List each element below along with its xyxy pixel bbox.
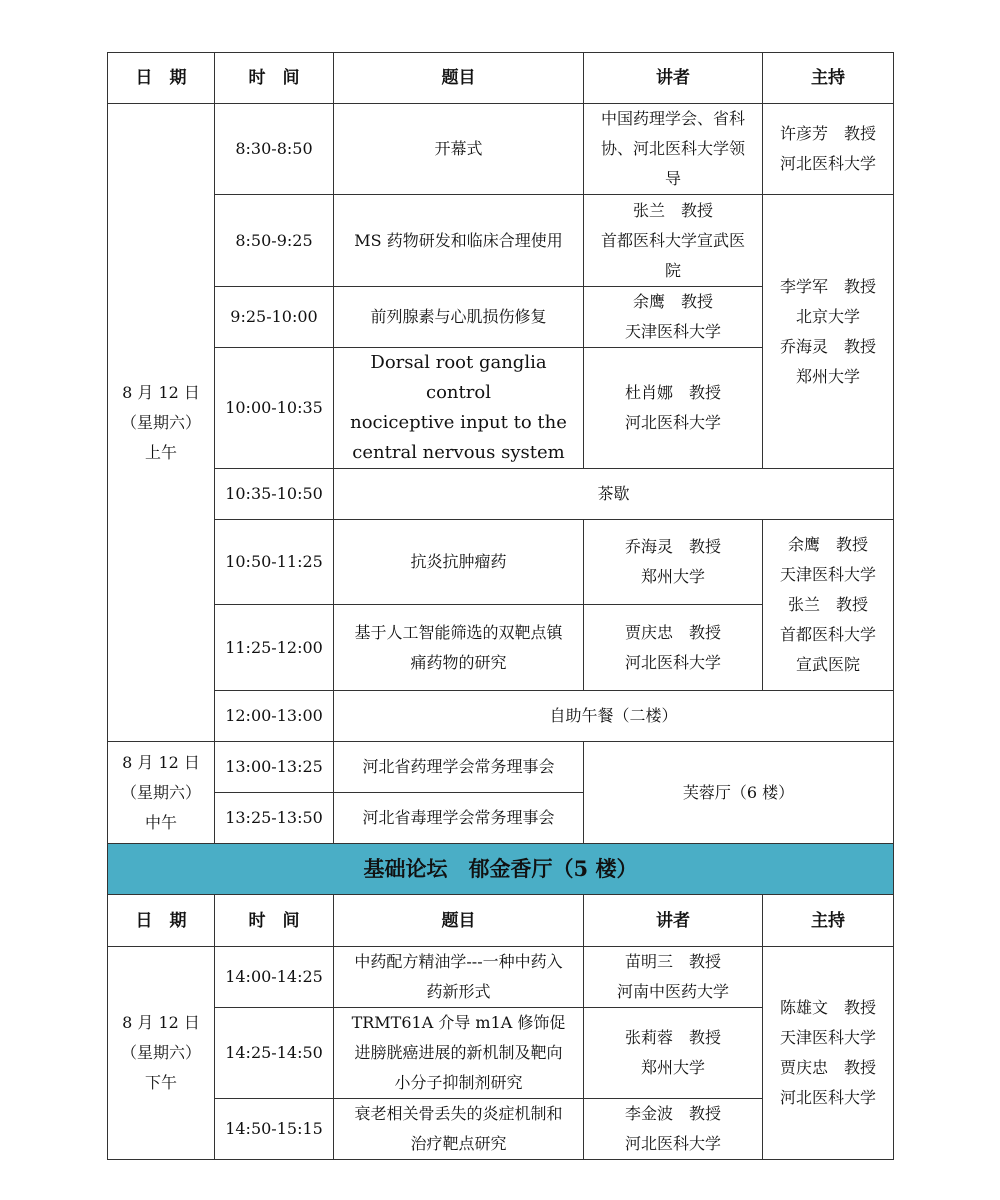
date-cell-afternoon: 8 月 12 日 （星期六） 下午: [108, 947, 215, 1160]
time-cell: 10:50-11:25: [215, 520, 334, 605]
time-cell: 13:00-13:25: [215, 742, 334, 793]
header-date: 日 期: [108, 895, 215, 947]
session-row: [108, 520, 894, 605]
topic-cell: 开幕式: [334, 104, 584, 195]
date-cell-morning: 8 月 12 日 （星期六） 上午: [108, 104, 215, 742]
break-row: [108, 469, 894, 520]
time-cell: 8:50-9:25: [215, 195, 334, 287]
lunch-cell: 自助午餐（二楼）: [334, 691, 894, 742]
header-date: 日 期: [108, 53, 215, 104]
header-host: 主持: [763, 53, 894, 104]
time-cell: 10:00-10:35: [215, 348, 334, 469]
header-topic: 题目: [334, 53, 584, 104]
header-time: 时 间: [215, 895, 334, 947]
topic-cell: 抗炎抗肿瘤药: [334, 520, 584, 605]
topic-cell: 河北省药理学会常务理事会: [334, 742, 584, 793]
forum-banner-row: [108, 844, 894, 895]
speaker-cell: 苗明三 教授 河南中医药大学: [584, 947, 763, 1008]
venue-cell: 芙蓉厅（6 楼）: [584, 742, 894, 844]
topic-cell: 河北省毒理学会常务理事会: [334, 793, 584, 844]
time-cell: 12:00-13:00: [215, 691, 334, 742]
topic-cell: 前列腺素与心肌损伤修复: [334, 287, 584, 348]
session-row: [108, 104, 894, 195]
header-row: [108, 895, 894, 947]
host-cell: 余鹰 教授 天津医科大学 张兰 教授 首都医科大学 宣武医院: [763, 520, 894, 691]
speaker-cell: 张莉蓉 教授 郑州大学: [584, 1008, 763, 1099]
host-cell: 许彦芳 教授 河北医科大学: [763, 104, 894, 195]
host-cell: 陈雄文 教授 天津医科大学 贾庆忠 教授 河北医科大学: [763, 947, 894, 1160]
header-speaker: 讲者: [584, 895, 763, 947]
topic-cell: MS 药物研发和临床合理使用: [334, 195, 584, 287]
time-cell: 13:25-13:50: [215, 793, 334, 844]
time-cell: 11:25-12:00: [215, 605, 334, 691]
speaker-cell: 余鹰 教授 天津医科大学: [584, 287, 763, 348]
time-cell: 10:35-10:50: [215, 469, 334, 520]
speaker-cell: 乔海灵 教授 郑州大学: [584, 520, 763, 605]
header-topic: 题目: [334, 895, 584, 947]
session-row: [108, 947, 894, 1008]
tea-break-cell: 茶歇: [334, 469, 894, 520]
time-cell: 8:30-8:50: [215, 104, 334, 195]
lunch-row: [108, 691, 894, 742]
speaker-cell: 李金波 教授 河北医科大学: [584, 1099, 763, 1160]
speaker-cell: 中国药理学会、省科 协、河北医科大学领 导: [584, 104, 763, 195]
topic-cell: Dorsal root ganglia control nociceptive input to the central nervous system: [334, 348, 584, 469]
schedule-table: [107, 52, 894, 1160]
topic-cell: 中药配方精油学---一种中药入 药新形式: [334, 947, 584, 1008]
time-cell: 14:25-14:50: [215, 1008, 334, 1099]
header-host: 主持: [763, 895, 894, 947]
time-cell: 14:50-15:15: [215, 1099, 334, 1160]
speaker-cell: 杜肖娜 教授 河北医科大学: [584, 348, 763, 469]
forum-banner: 基础论坛 郁金香厅（5 楼）: [108, 844, 894, 895]
topic-cell: TRMT61A 介导 m1A 修饰促 进膀胱癌进展的新机制及靶向 小分子抑制剂研究: [334, 1008, 584, 1099]
topic-cell: 基于人工智能筛选的双靶点镇 痛药物的研究: [334, 605, 584, 691]
meeting-row: [108, 742, 894, 793]
header-time: 时 间: [215, 53, 334, 104]
header-speaker: 讲者: [584, 53, 763, 104]
host-cell: 李学军 教授 北京大学 乔海灵 教授 郑州大学: [763, 195, 894, 469]
session-row: [108, 195, 894, 287]
speaker-cell: 张兰 教授 首都医科大学宣武医 院: [584, 195, 763, 287]
header-row: [108, 53, 894, 104]
speaker-cell: 贾庆忠 教授 河北医科大学: [584, 605, 763, 691]
time-cell: 9:25-10:00: [215, 287, 334, 348]
topic-cell: 衰老相关骨丢失的炎症机制和 治疗靶点研究: [334, 1099, 584, 1160]
date-cell-noon: 8 月 12 日 （星期六） 中午: [108, 742, 215, 844]
time-cell: 14:00-14:25: [215, 947, 334, 1008]
